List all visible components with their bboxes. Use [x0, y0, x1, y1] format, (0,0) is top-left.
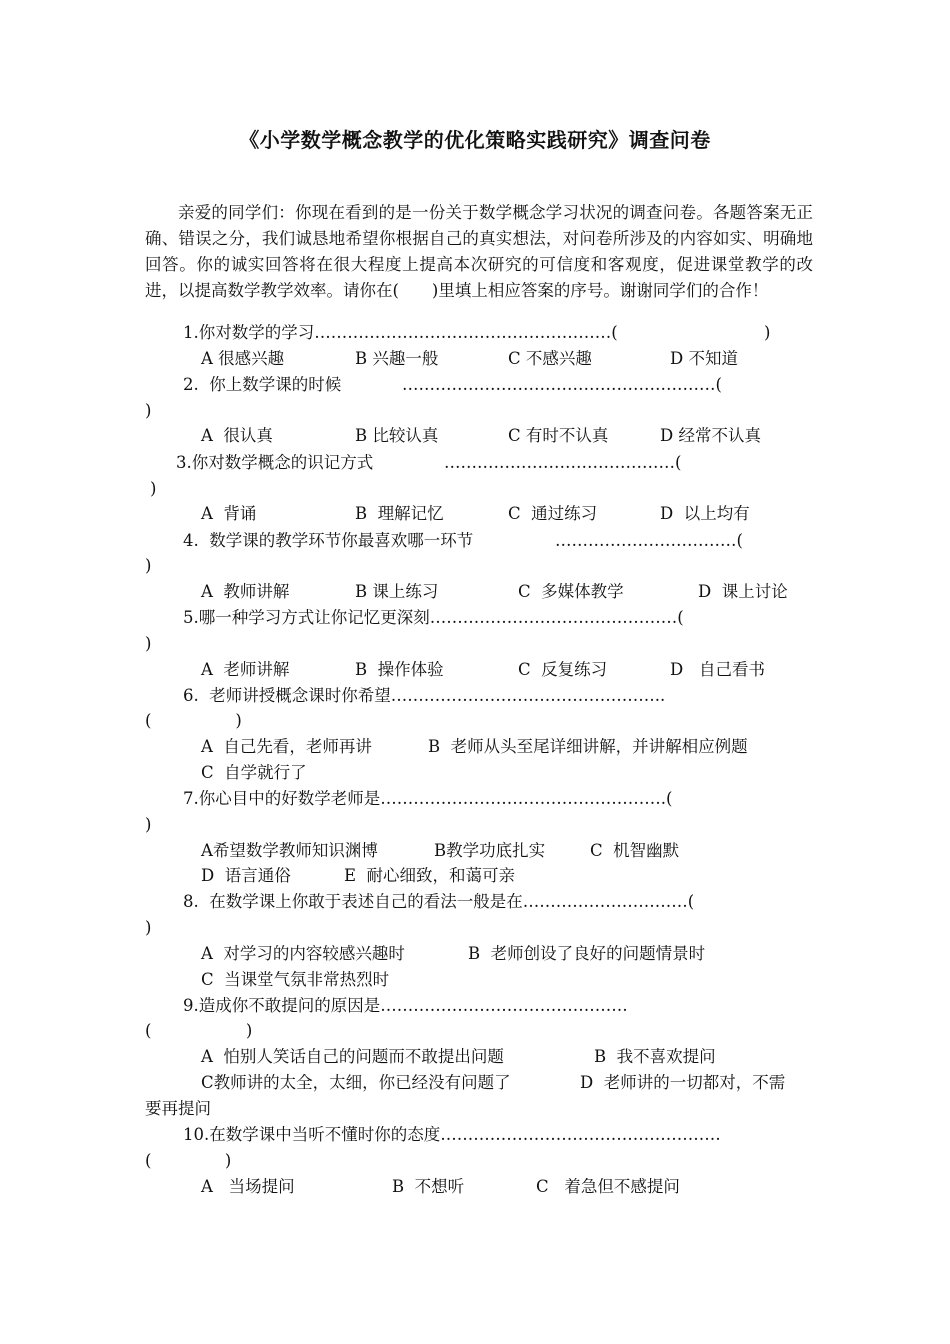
- leader-dots: ……………………………………(: [444, 453, 682, 472]
- option: D 自己看书: [670, 660, 765, 679]
- question-3: 3.你对数学概念的识记方式: [176, 453, 374, 472]
- question-1: 1.你对数学的学习………………………………………………(: [183, 323, 618, 342]
- option: A 很感兴趣: [201, 349, 285, 368]
- option: B 我不喜欢提问: [594, 1047, 716, 1066]
- leader-dots: …………………………………………………(: [402, 375, 722, 394]
- answer-parens[interactable]: ( ): [145, 1021, 253, 1040]
- answer-parens[interactable]: ( ): [145, 711, 242, 730]
- answer-paren-close[interactable]: ): [150, 479, 157, 498]
- option: B教学功底扎实: [434, 841, 546, 860]
- answer-paren-close[interactable]: ): [764, 323, 771, 342]
- option: A 对学习的内容较感兴趣时: [201, 944, 405, 963]
- question-10: 10.在数学课中当听不懂时你的态度……………………………………………: [183, 1125, 721, 1144]
- question-4: 4. 数学课的教学环节你最喜欢哪一环节: [183, 531, 474, 550]
- intro-paragraph: 亲爱的同学们：你现在看到的是一份关于数学概念学习状况的调查问卷。各题答案无正确、错误之分，我们诚恳地希望你根据自己的真实想法，对问卷所涉及的内容如实、明确地回答。你的诚实回答将在很大程度上提高本次研究的可信度和客观度，促进课堂教学的改进，以提高数学教学效率。请你在( )里填上相应答案的序号。谢谢同学们的合作！: [145, 203, 813, 300]
- option: B 操作体验: [355, 660, 444, 679]
- option: C 自学就行了: [201, 763, 307, 782]
- option: B 课上练习: [355, 582, 439, 601]
- question-6: 6. 老师讲授概念课时你希望…………………………………………..: [183, 686, 666, 705]
- question-2: 2. 你上数学课的时候: [183, 375, 342, 394]
- option: C 反复练习: [518, 660, 608, 679]
- option: C 机智幽默: [590, 841, 680, 860]
- answer-paren-close[interactable]: ): [145, 918, 152, 937]
- question-8: 8. 在数学课上你敢于表述自己的看法一般是在…………………………(: [183, 892, 695, 911]
- option: A希望数学教师知识渊博: [201, 841, 378, 860]
- answer-paren-close[interactable]: ): [145, 815, 152, 834]
- answer-parens[interactable]: ( ): [145, 1151, 232, 1170]
- answer-paren-close[interactable]: ): [145, 401, 152, 420]
- option: C 着急但不感提问: [536, 1177, 680, 1196]
- option: B 不想听: [392, 1177, 465, 1196]
- page-title: 《小学数学概念教学的优化策略实践研究》调查问卷: [239, 128, 711, 152]
- option: C 有时不认真: [508, 426, 609, 445]
- option: A 自己先看，老师再讲: [201, 737, 372, 756]
- answer-paren-close[interactable]: ): [145, 634, 152, 653]
- option: C 当课堂气氛非常热烈时: [201, 970, 390, 989]
- answer-paren-close[interactable]: ): [145, 556, 152, 575]
- option: D 不知道: [670, 349, 738, 368]
- option: B 老师创设了良好的问题情景时: [468, 944, 706, 963]
- option: D 老师讲的一切都对，不需: [580, 1073, 786, 1092]
- option: C 不感兴趣: [508, 349, 592, 368]
- option: B 比较认真: [355, 426, 439, 445]
- option: A 怕别人笑话自己的问题而不敢提出问题: [201, 1047, 504, 1066]
- option: A 当场提问: [201, 1177, 295, 1196]
- question-5: 5.哪一种学习方式让你记忆更深刻………………………………………(: [183, 608, 684, 627]
- option: B 兴趣一般: [355, 349, 439, 368]
- option: C 通过练习: [508, 504, 598, 523]
- option: D 语言通俗: [201, 866, 291, 885]
- option: A 老师讲解: [201, 660, 290, 679]
- option: D 课上讨论: [698, 582, 788, 601]
- option: A 背诵: [201, 504, 257, 523]
- leader-dots: ……………………………(: [555, 531, 743, 550]
- option: A 很认真: [201, 426, 273, 445]
- option-continuation: 要再提问: [145, 1099, 211, 1118]
- option: E 耐心细致，和蔼可亲: [344, 866, 516, 885]
- option: D 以上均有: [660, 504, 750, 523]
- option: A 教师讲解: [201, 582, 290, 601]
- question-9: 9.造成你不敢提问的原因是………………………………………: [183, 996, 628, 1015]
- option: D 经常不认真: [660, 426, 761, 445]
- option: B 老师从头至尾详细讲解，并讲解相应例题: [428, 737, 748, 756]
- option: B 理解记忆: [355, 504, 444, 523]
- question-7: 7.你心目中的好数学老师是…………………………………………….(: [183, 789, 673, 808]
- option: C 多媒体教学: [518, 582, 624, 601]
- option: C教师讲的太全，太细，你已经没有问题了: [201, 1073, 511, 1092]
